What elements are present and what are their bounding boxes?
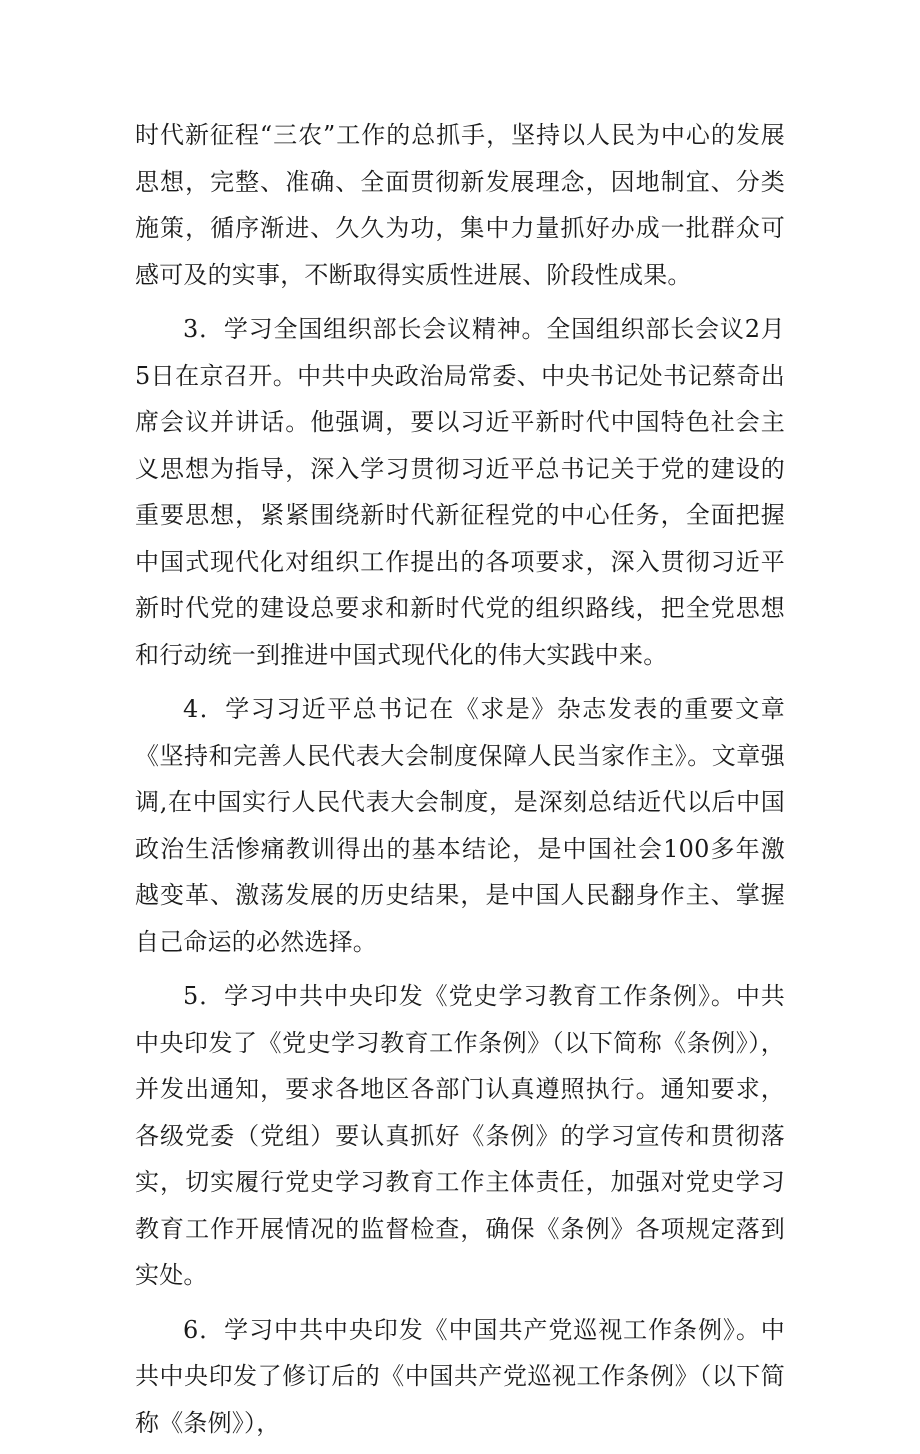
paragraph-continuation: 时代新征程“三农”工作的总抓手，坚持以人民为中心的发展思想，完整、准确、全面贯彻新发展理念，因地制宜、分类施策，循序渐进、久久为功，集中力量抓好办成一批群众可感可及的实事，不断取得实质性进展、阶段性成果。 — [135, 121, 785, 289]
paragraph-item-6: 6．学习中共中央印发《中国共产党巡视工作条例》。中共中央印发了修订后的《中国共产党巡视工作条例》（以下简称《条例》）， — [135, 1315, 785, 1437]
paragraph-item-3: 3．学习全国组织部长会议精神。全国组织部长会议2月5日在京召开。中共中央政治局常委、中央书记处书记蔡奇出席会议并讲话。他强调，要以习近平新时代中国特色社会主义思想为指导，深入学习贯彻习近平总书记关于党的建设的重要思想，紧紧围绕新时代新征程党的中心任务，全面把握中国式现代化对组织工作提出的各项要求，深入贯彻习近平新时代党的建设总要求和新时代党的组织路线，把全党思想和行动统一到推进中国式现代化的伟大实践中来。 — [135, 315, 785, 669]
document-page — [135, 112, 785, 1454]
paragraph-item-4: 4．学习习近平总书记在《求是》杂志发表的重要文章《坚持和完善人民代表大会制度保障人民当家作主》。文章强调,在中国实行人民代表大会制度，是深刻总结近代以后中国政治生活惨痛教训得出的基本结论，是中国社会100多年激越变革、激荡发展的历史结果，是中国人民翻身作主、掌握自己命运的必然选择。 — [135, 695, 785, 956]
paragraph-item-5: 5．学习中共中央印发《党史学习教育工作条例》。中共中央印发了《党史学习教育工作条例》（以下简称《条例》），并发出通知，要求各地区各部门认真遵照执行。通知要求，各级党委（党组）要认真抓好《条例》的学习宣传和贯彻落实，切实履行党史学习教育工作主体责任，加强对党史学习教育工作开展情况的监督检查，确保《条例》各项规定落到实处。 — [135, 982, 785, 1289]
